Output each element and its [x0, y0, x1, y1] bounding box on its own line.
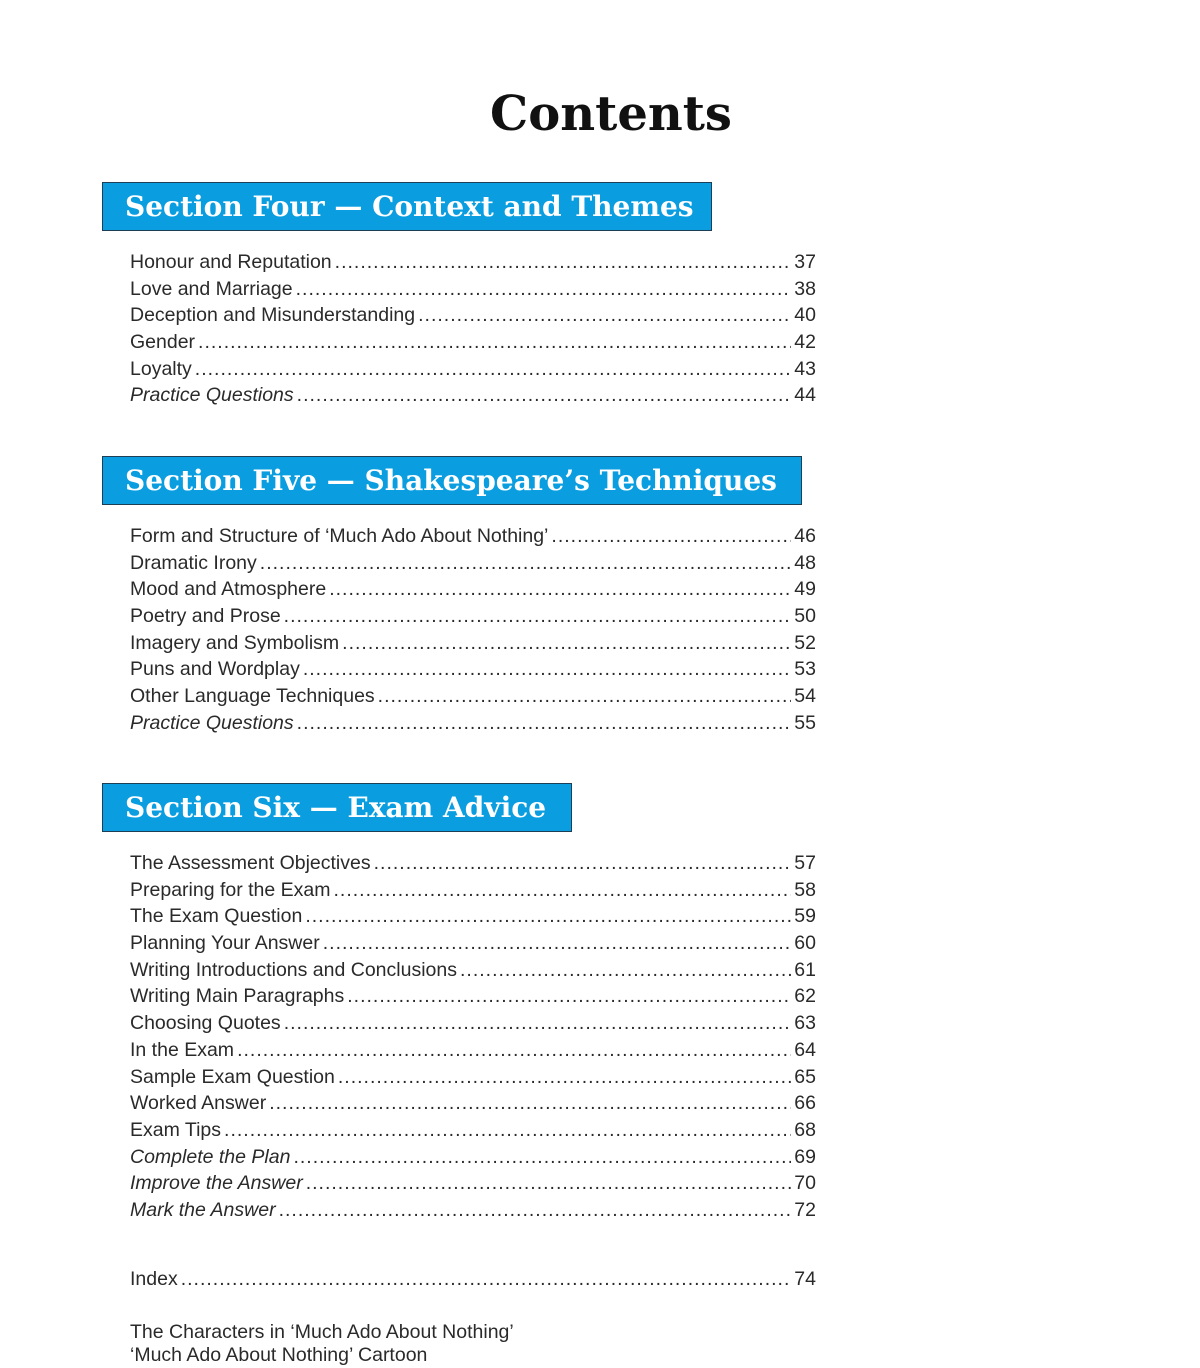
toc-entry[interactable]	[130, 930, 816, 957]
toc-entry[interactable]	[130, 1144, 816, 1171]
entry-page: 58	[794, 878, 816, 901]
entry-page: 46	[794, 525, 816, 547]
section-six-heading: Section Six — Exam Advice	[102, 783, 572, 832]
toc-entry[interactable]	[130, 1117, 816, 1144]
entry-page: 52	[794, 631, 816, 654]
entry-label: Practice Questions	[130, 384, 294, 407]
entry-label: Mood and Atmosphere	[130, 578, 327, 601]
dot-leader	[305, 903, 791, 930]
dot-leader	[460, 957, 791, 984]
entry-page: 59	[794, 905, 816, 928]
entry-page: 60	[794, 932, 816, 955]
dot-leader	[303, 656, 791, 683]
entry-label: Writing Main Paragraphs	[130, 985, 345, 1008]
dot-leader	[284, 603, 792, 630]
dot-leader	[284, 1010, 792, 1037]
dot-leader	[347, 983, 791, 1010]
entry-label: The Assessment Objectives	[130, 852, 371, 874]
toc-entry[interactable]	[130, 603, 816, 630]
entry-page: 50	[794, 605, 816, 628]
toc-entry[interactable]	[130, 983, 816, 1010]
entry-label: Writing Introductions and Conclusions	[130, 958, 457, 981]
section-five-list	[130, 523, 816, 737]
entry-page: 69	[794, 1145, 816, 1168]
dot-leader	[335, 249, 792, 276]
toc-entry[interactable]	[130, 1197, 816, 1224]
entry-label: In the Exam	[130, 1038, 235, 1061]
entry-label: Sample Exam Question	[130, 1065, 335, 1088]
dot-leader	[198, 329, 791, 356]
entry-label: ‘Much Ado About Nothing’ Cartoon	[130, 1344, 428, 1366]
extra-entry[interactable]	[130, 1342, 816, 1365]
dot-leader	[378, 683, 792, 710]
entry-page: 65	[794, 1065, 816, 1088]
dot-leader	[374, 850, 792, 877]
entry-page: 62	[794, 985, 816, 1008]
toc-entry[interactable]	[130, 523, 816, 550]
entry-page: 53	[794, 658, 816, 681]
entry-label: Worked Answer	[130, 1092, 267, 1115]
dot-leader	[334, 877, 792, 904]
entry-page: 61	[794, 958, 816, 981]
dot-leader	[224, 1117, 791, 1144]
entry-label: Mark the Answer	[130, 1198, 276, 1221]
extra-entry[interactable]	[130, 1319, 816, 1342]
dot-leader	[279, 1197, 792, 1224]
entry-page: 64	[794, 1038, 816, 1061]
dot-leader	[293, 1144, 791, 1171]
toc-entry[interactable]	[130, 576, 816, 603]
dot-leader	[260, 550, 792, 577]
entry-page: 44	[794, 384, 816, 407]
section-four-heading: Section Four — Context and Themes	[102, 182, 712, 231]
toc-entry[interactable]	[130, 710, 816, 737]
entry-label: Exam Tips	[130, 1118, 222, 1141]
entry-page: 70	[794, 1172, 816, 1195]
toc-entry[interactable]	[130, 276, 816, 303]
entry-label: Deception and Misunderstanding	[130, 304, 416, 327]
entry-label: Choosing Quotes	[130, 1012, 281, 1035]
entry-label: Dramatic Irony	[130, 551, 257, 574]
dot-leader	[195, 356, 792, 383]
entry-label: Honour and Reputation	[130, 251, 332, 273]
toc-entry[interactable]	[130, 356, 816, 383]
entry-label: Index	[130, 1268, 178, 1290]
dot-leader	[181, 1266, 792, 1293]
entry-page: 43	[794, 357, 816, 380]
toc-entry[interactable]	[130, 249, 816, 276]
entry-page: 57	[794, 852, 816, 874]
entry-label: Other Language Techniques	[130, 685, 375, 708]
section-six-list	[130, 850, 816, 1224]
entry-label: Preparing for the Exam	[130, 878, 331, 901]
dot-leader	[297, 710, 792, 737]
dot-leader	[269, 1090, 791, 1117]
toc-entry[interactable]	[130, 1010, 816, 1037]
entry-page: 68	[794, 1118, 816, 1141]
entry-page: 72	[794, 1198, 816, 1221]
toc-entry[interactable]	[130, 656, 816, 683]
dot-leader	[418, 302, 791, 329]
entry-label: Love and Marriage	[130, 277, 293, 300]
toc-entry[interactable]	[130, 683, 816, 710]
entry-label: Improve the Answer	[130, 1172, 303, 1195]
entry-label: Form and Structure of ‘Much Ado About Nothing’	[130, 525, 549, 547]
entry-label: Poetry and Prose	[130, 605, 281, 628]
toc-entry[interactable]	[130, 850, 816, 877]
toc-entry[interactable]	[130, 957, 816, 984]
toc-entry[interactable]	[130, 630, 816, 657]
entry-label: Complete the Plan	[130, 1145, 291, 1168]
entry-label: Planning Your Answer	[130, 932, 320, 955]
page-title: Contents	[490, 86, 732, 142]
entry-page: 38	[794, 277, 816, 300]
entry-label: The Exam Question	[130, 905, 303, 928]
entry-page: 55	[794, 711, 816, 734]
entry-page: 37	[794, 251, 816, 273]
entry-page: 63	[794, 1012, 816, 1035]
dot-leader	[237, 1037, 791, 1064]
dot-leader	[296, 276, 792, 303]
dot-leader	[551, 523, 791, 550]
dot-leader	[323, 930, 792, 957]
toc-entry[interactable]	[130, 302, 816, 329]
entry-label: Loyalty	[130, 357, 192, 380]
entry-page: 66	[794, 1092, 816, 1115]
section-four-list	[130, 249, 816, 409]
entry-label: Imagery and Symbolism	[130, 631, 340, 654]
extras-list	[130, 1319, 816, 1365]
toc-entry[interactable]	[130, 1064, 816, 1091]
toc-entry[interactable]	[130, 877, 816, 904]
dot-leader	[329, 576, 791, 603]
entry-label: Gender	[130, 331, 196, 354]
entry-page: 42	[794, 331, 816, 354]
entry-page: 54	[794, 685, 816, 708]
entry-page: 40	[794, 304, 816, 327]
section-five-heading: Section Five — Shakespeare’s Techniques	[102, 456, 802, 505]
toc-entry[interactable]	[130, 1037, 816, 1064]
toc-entry[interactable]	[130, 903, 816, 930]
entry-page: 74	[794, 1268, 816, 1290]
dot-leader	[342, 630, 791, 657]
toc-entry[interactable]	[130, 1090, 816, 1117]
entry-page: 49	[794, 578, 816, 601]
toc-entry[interactable]	[130, 329, 816, 356]
dot-leader	[297, 382, 792, 409]
entry-label: The Characters in ‘Much Ado About Nothing’	[130, 1321, 514, 1343]
dot-leader	[338, 1064, 791, 1091]
dot-leader	[306, 1170, 792, 1197]
index-entry-list	[130, 1266, 816, 1293]
toc-entry[interactable]	[130, 382, 816, 409]
toc-entry-index[interactable]	[130, 1266, 816, 1293]
toc-entry[interactable]	[130, 550, 816, 577]
toc-entry[interactable]	[130, 1170, 816, 1197]
entry-label: Puns and Wordplay	[130, 658, 300, 681]
entry-page: 48	[794, 551, 816, 574]
entry-label: Practice Questions	[130, 711, 294, 734]
